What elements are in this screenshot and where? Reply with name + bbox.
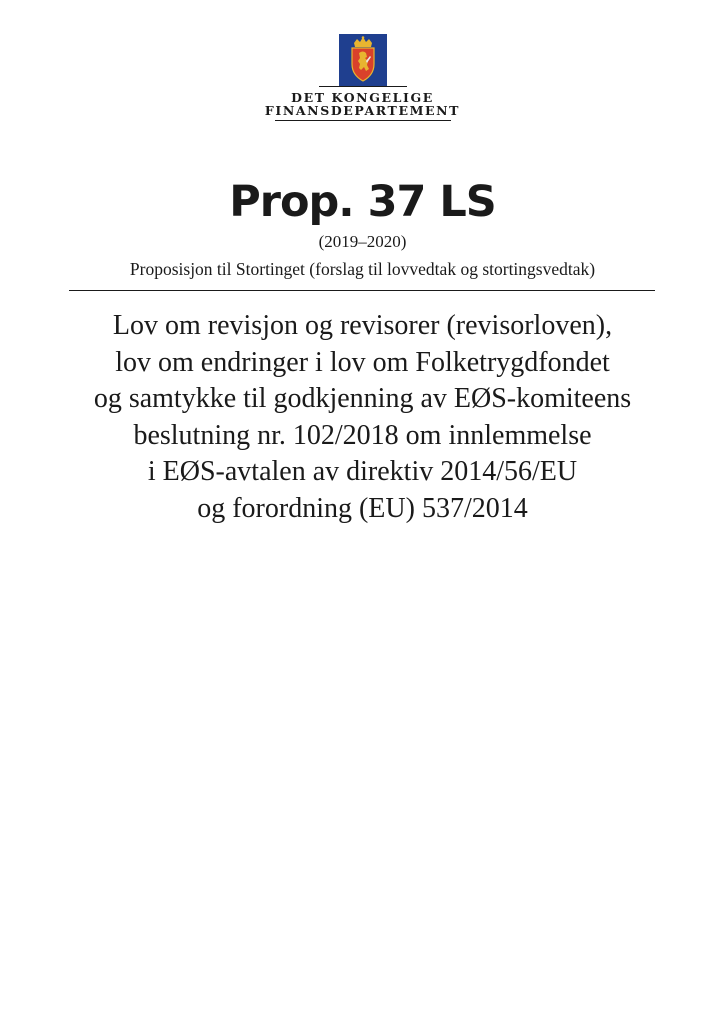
ministry-logo — [0, 34, 725, 121]
main-title-line: lov om endringer i lov om Folketrygdfondet — [115, 346, 610, 378]
main-title-line: Lov om revisjon og revisorer (revisorloven), — [112, 310, 613, 341]
main-title-line: beslutning nr. 102/2018 om innlemmelse — [133, 419, 592, 451]
main-title — [30, 308, 695, 527]
divider — [69, 290, 655, 291]
ministry-name-line1: DET KONGELIGE — [291, 90, 434, 105]
main-title-line: og samtykke til godkjenning av EØS-komiteens — [93, 383, 632, 414]
session-years: (2019–2020) — [318, 232, 407, 251]
logo-top-rule — [319, 86, 407, 87]
main-title-line: og forordning (EU) 537/2014 — [197, 492, 528, 524]
coat-of-arms-icon — [339, 34, 387, 86]
proposition-subtitle: Proposisjon til Stortinget (forslag til lovvedtak og stortingsvedtak) — [129, 259, 596, 279]
logo-bottom-rule — [275, 120, 451, 121]
proposition-title: Prop. 37 LS — [229, 177, 496, 227]
ministry-name-line2: FINANSDEPARTEMENT — [264, 103, 461, 118]
main-title-line: i EØS-avtalen av direktiv 2014/56/EU — [147, 456, 578, 487]
